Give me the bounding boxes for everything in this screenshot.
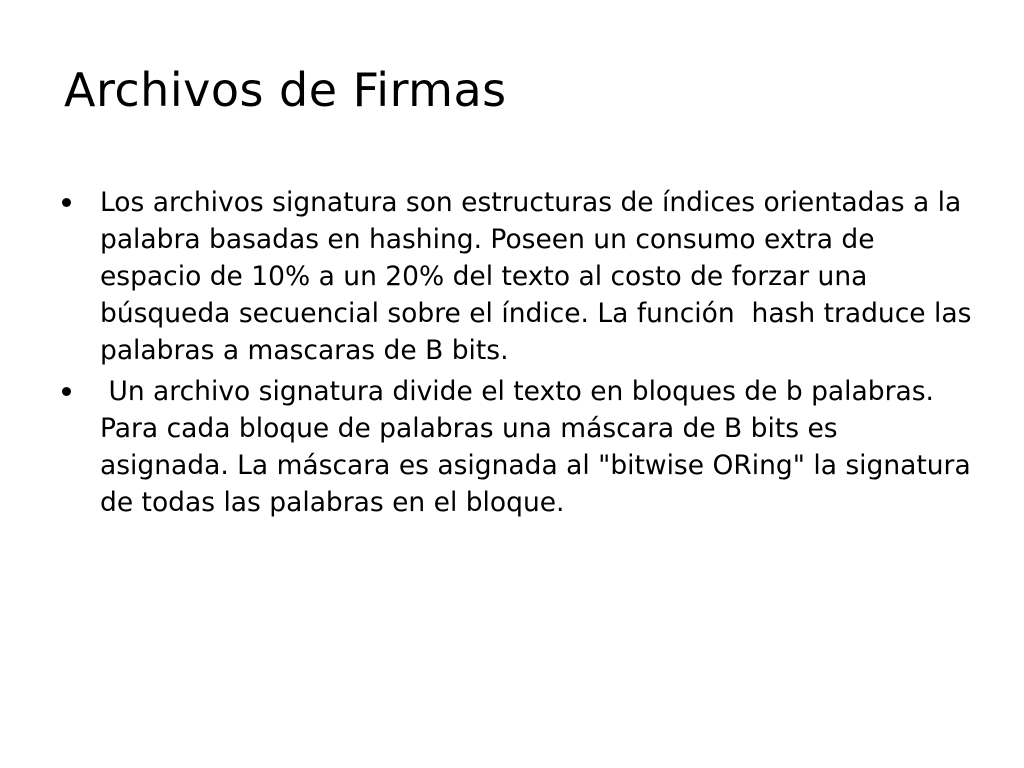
bullet-text: Los archivos signatura son estructuras de índices orientadas a la palabra basadas en hashing. Poseen un consumo extra de espacio de 10% a un 20% del texto al costo de forzar una búsqueda secuencial sobre el índice. La función hash traduce las palabras a mascaras de B bits. bbox=[100, 187, 980, 366]
slide-title: Archivos de Firmas bbox=[64, 63, 507, 117]
bullet-text: Un archivo signatura divide el texto en bloques de b palabras. Para cada bloque de palabras una máscara de B bits es asignada. La máscara es asignada al "bitwise ORing" la signatura de todas las palabras en el bloque. bbox=[100, 376, 980, 518]
bullet-dot-icon bbox=[62, 387, 71, 396]
bullet-item bbox=[62, 184, 980, 369]
bullet-item bbox=[62, 373, 980, 521]
bullet-dot-icon bbox=[62, 198, 71, 207]
bullet-list bbox=[62, 184, 980, 525]
